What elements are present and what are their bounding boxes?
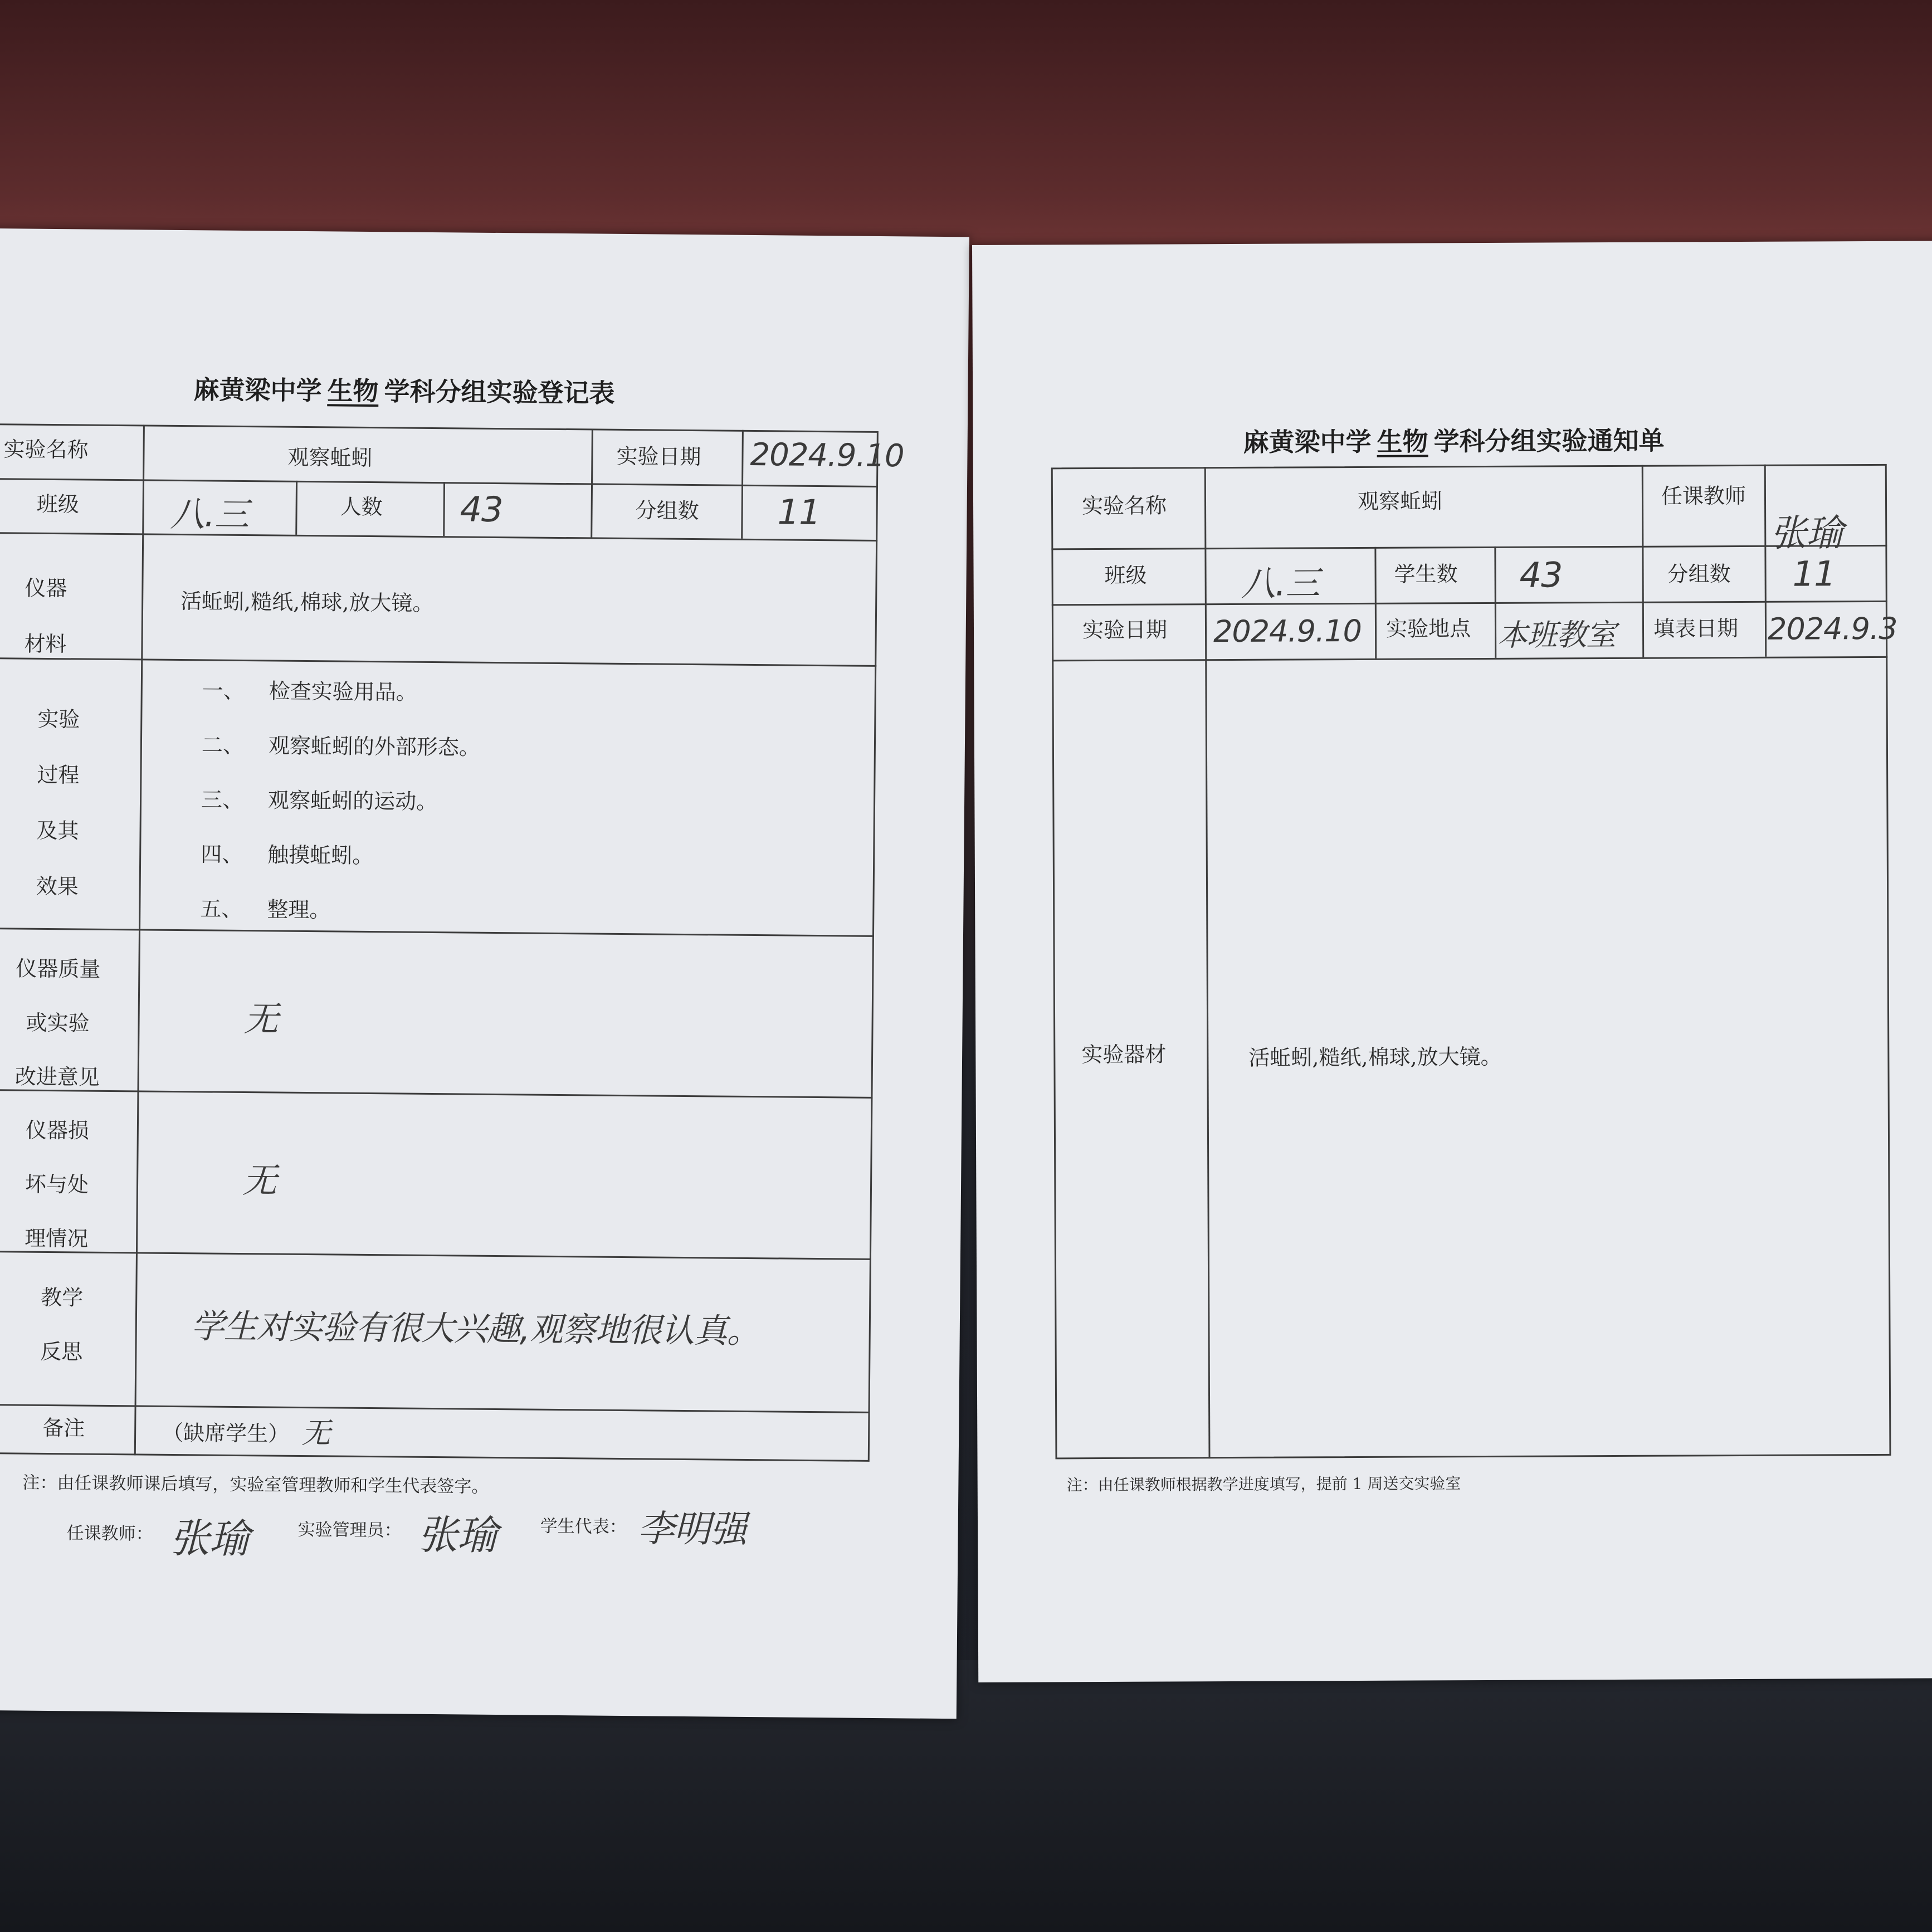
- label-headcount: 人数: [340, 494, 383, 520]
- label-group-count: 分组数: [1667, 562, 1731, 587]
- label-fill-date: 填表日期: [1653, 616, 1739, 641]
- experiment-date-value: 2024.9.10: [750, 436, 904, 475]
- label-group-count: 分组数: [635, 498, 699, 524]
- process-step-num: 二、: [201, 733, 245, 758]
- lab-admin-signature: 张瑜: [417, 1511, 497, 1559]
- process-step-num: 四、: [201, 842, 243, 867]
- label-teacher: 任课教师: [1661, 483, 1746, 509]
- title-school: 麻黄梁中学: [1243, 426, 1372, 457]
- remark-prefix: （缺席学生）: [162, 1420, 290, 1446]
- process-step-text: 整理。: [267, 897, 331, 923]
- label-quality-suggestions: 仪器质量 或实验 改进意见: [14, 956, 101, 1090]
- label-class: 班级: [36, 491, 79, 517]
- title-subject: 生物: [327, 375, 379, 407]
- group-count-value: 11: [1792, 553, 1836, 594]
- title-subject: 生物: [1377, 426, 1428, 457]
- experiment-place-value: 本班教室: [1497, 617, 1616, 653]
- label-experiment-name: 实验名称: [3, 437, 89, 462]
- experiment-name-value: 观察蚯蚓: [287, 445, 373, 471]
- teacher-value: 张瑜: [1770, 511, 1843, 555]
- group-count-value: 11: [777, 491, 821, 533]
- desk-background-top: [0, 0, 1932, 245]
- fill-date-value: 2024.9.3: [1767, 611, 1897, 647]
- process-step-text: 观察蚯蚓的运动。: [267, 788, 438, 814]
- label-remark: 备注: [42, 1415, 85, 1441]
- process-step-num: 三、: [201, 787, 244, 813]
- label-experiment-name: 实验名称: [1081, 493, 1167, 519]
- damage-handling-value: 无: [242, 1160, 277, 1201]
- quality-suggestions-value: 无: [243, 998, 278, 1040]
- class-value: 八.三: [1241, 563, 1320, 604]
- label-equipment: 实验器材: [1081, 1042, 1167, 1067]
- title-rest: 学科分组实验登记表: [384, 376, 615, 408]
- headcount-value: 43: [460, 489, 503, 530]
- label-experiment-date: 实验日期: [1082, 617, 1168, 643]
- label-experiment-date: 实验日期: [616, 443, 701, 470]
- process-step-num: 一、: [202, 678, 245, 704]
- label-experiment-place: 实验地点: [1385, 616, 1471, 641]
- student-rep-signature-label: 学生代表：: [540, 1516, 627, 1538]
- class-value: 八.三: [170, 493, 249, 535]
- label-teaching-reflection: 教学 反思: [40, 1285, 84, 1364]
- label-damage-handling: 仪器损 坏与处 理情况: [24, 1118, 90, 1251]
- process-step-text: 触摸蚯蚓。: [267, 842, 374, 869]
- teacher-signature: 张瑜: [169, 1514, 249, 1563]
- title-rest: 学科分组实验通知单: [1433, 425, 1665, 457]
- registration-note: 注：由任课教师课后填写，实验室管理教师和学生代表签字。: [22, 1472, 489, 1497]
- teacher-signature-label: 任课教师：: [66, 1523, 153, 1544]
- equipment-value: 活蚯蚓,糙纸,棉球,放大镜。: [180, 589, 434, 616]
- label-equipment: 仪器 材料: [24, 575, 67, 657]
- notice-note: 注：由任课教师根据教学进度填写，提前 1 周送交实验室: [1066, 1474, 1461, 1495]
- process-step-text: 观察蚯蚓的外部形态。: [268, 733, 481, 760]
- experiment-name-value: 观察蚯蚓: [1357, 489, 1443, 514]
- process-step-text: 检查实验用品。: [269, 679, 417, 705]
- equipment-value: 活蚯蚓,糙纸,棉球,放大镜。: [1248, 1044, 1502, 1070]
- label-class: 班级: [1104, 563, 1147, 588]
- registration-form-title: [193, 369, 615, 410]
- remark-value: 无: [301, 1416, 330, 1451]
- lab-admin-signature-label: 实验管理员：: [297, 1519, 402, 1541]
- label-student-count: 学生数: [1394, 562, 1458, 587]
- notice-form-title: [1243, 421, 1664, 459]
- process-step-num: 五、: [200, 896, 243, 922]
- registration-form-sheet: [0, 228, 969, 1719]
- experiment-date-value: 2024.9.10: [1213, 613, 1362, 650]
- title-school: 麻黄梁中学: [193, 374, 322, 406]
- student-count-value: 43: [1519, 554, 1563, 596]
- label-process: 实验 过程 及其 效果: [36, 706, 80, 899]
- notice-form-sheet: [972, 241, 1932, 1682]
- teaching-reflection-value: 学生对实验有很大兴趣,观察地很认真。: [191, 1307, 760, 1352]
- student-rep-signature: 李明强: [637, 1507, 747, 1551]
